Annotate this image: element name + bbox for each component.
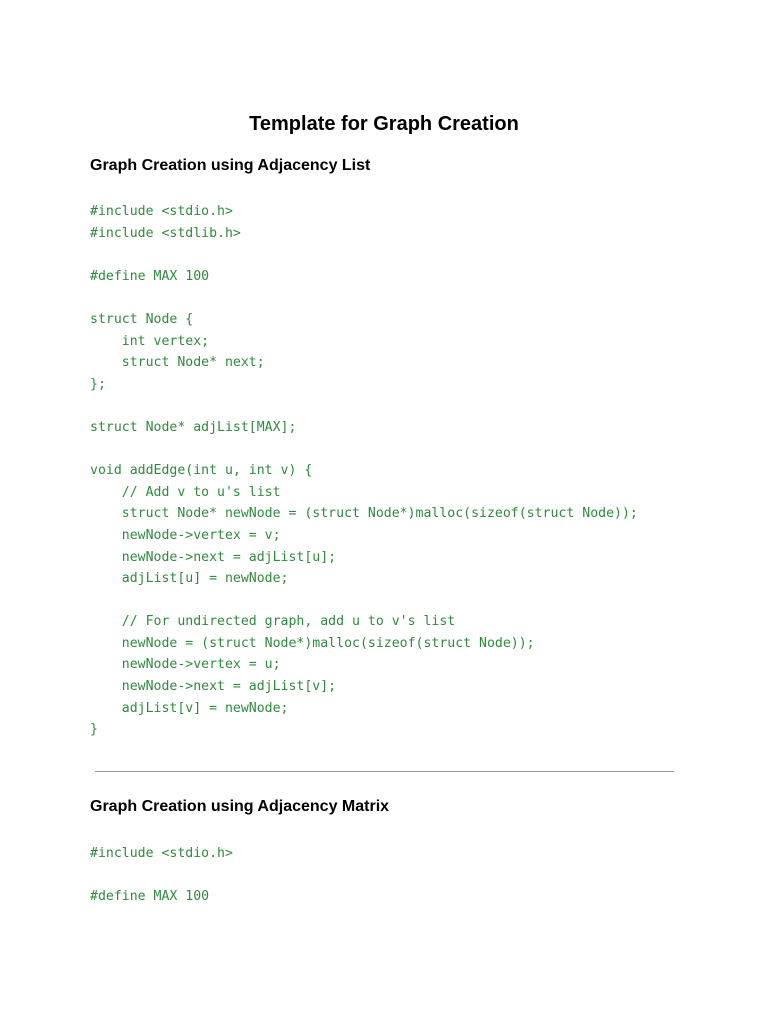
code-line: #include <stdlib.h> [90, 225, 241, 241]
code-line: adjList[u] = newNode; [90, 571, 289, 587]
code-line [90, 865, 233, 887]
code-line: }; [90, 376, 106, 392]
code-line [90, 439, 638, 461]
page-title: Template for Graph Creation [249, 113, 519, 135]
code-line: newNode->next = adjList[v]; [90, 679, 337, 695]
code-line: int vertex; [90, 333, 210, 349]
code-line [90, 395, 638, 417]
code-line: struct Node* next; [90, 355, 265, 371]
code-line [90, 287, 638, 309]
code-line: #define MAX 100 [90, 268, 210, 284]
horizontal-divider [95, 771, 674, 772]
section-heading-adjacency-list: Graph Creation using Adjacency List [90, 157, 371, 174]
code-line [90, 244, 638, 266]
code-line: struct Node { [90, 311, 194, 327]
section-heading-adjacency-matrix: Graph Creation using Adjacency Matrix [90, 798, 390, 815]
code-line: } [90, 722, 98, 738]
code-line: newNode->vertex = v; [90, 527, 281, 543]
code-line: struct Node* adjList[MAX]; [90, 419, 297, 435]
code-block-adjacency-list [90, 201, 638, 741]
code-line: newNode->next = adjList[u]; [90, 549, 337, 565]
code-line: adjList[v] = newNode; [90, 700, 289, 716]
code-line: #include <stdio.h> [90, 204, 233, 219]
code-line: newNode->vertex = u; [90, 657, 281, 673]
code-line: // Add v to u's list [90, 484, 281, 500]
code-block-adjacency-matrix [90, 843, 233, 908]
code-line [90, 590, 638, 612]
code-line: void addEdge(int u, int v) { [90, 463, 313, 479]
code-line: // For undirected graph, add u to v's list [90, 614, 456, 630]
code-line: struct Node* newNode = (struct Node*)malloc(sizeof(struct Node)); [90, 506, 638, 522]
code-line: newNode = (struct Node*)malloc(sizeof(struct Node)); [90, 635, 535, 651]
code-line: #define MAX 100 [90, 889, 210, 905]
code-line: #include <stdio.h> [90, 846, 233, 861]
